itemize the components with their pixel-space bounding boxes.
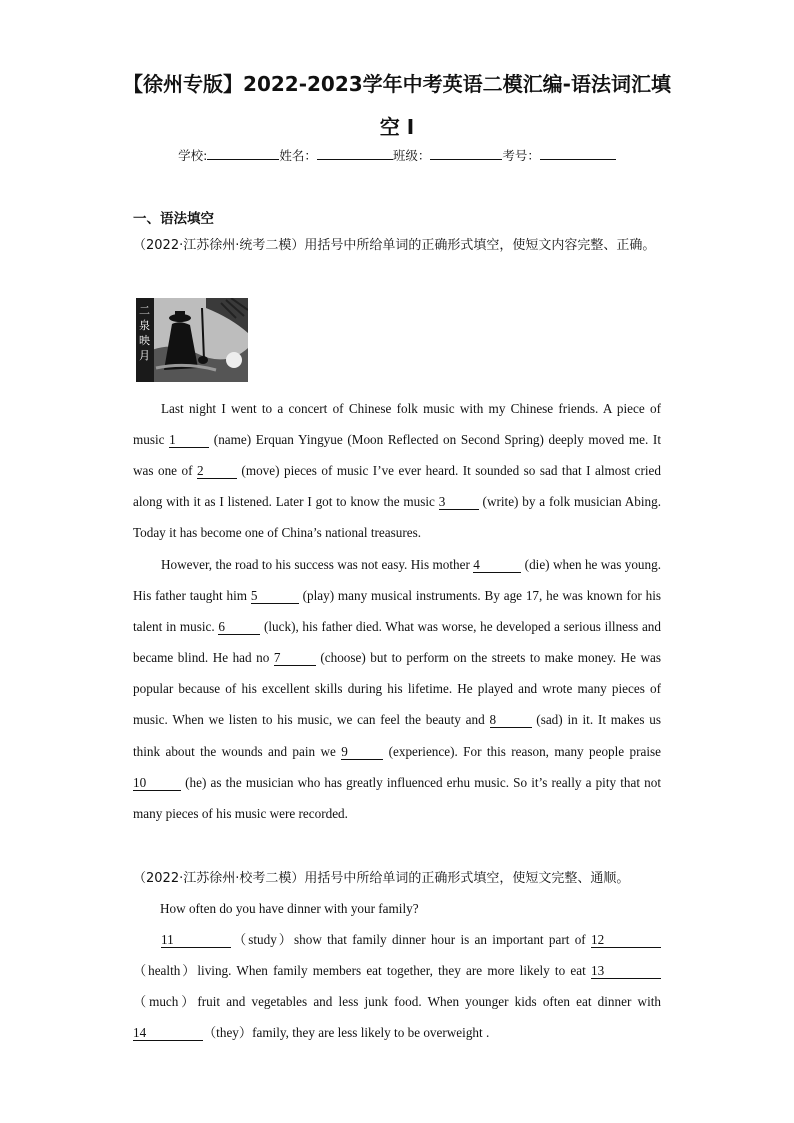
student-info-row: [0, 146, 794, 164]
blank-10[interactable]: 10: [133, 776, 181, 791]
class-blank: [430, 147, 502, 160]
number-blank: [540, 147, 616, 160]
class-label: 班级：: [392, 148, 431, 163]
blank-1[interactable]: 1: [169, 433, 209, 448]
instruction-2: （2022·江苏徐州·校考二模）用括号中所给单词的正确形式填空，使短文完整、通顺。: [133, 871, 630, 886]
school-blank: [207, 147, 279, 160]
blank-12[interactable]: 12: [591, 933, 661, 948]
number-label: 考号：: [502, 148, 540, 163]
blank-13[interactable]: 13: [591, 964, 661, 979]
blank-14[interactable]: 14: [133, 1026, 203, 1041]
passage1-paragraph2: However, the road to his success was not easy. His mother 4 (die) when he was young. His father taught him 5 (play) many musical instruments. By age 17, he was known for his talent in music. 6 (luck), his father died. What was worse, he developed a serious illness and became blind. He had no 7 (choose) but to perform on the streets to make money. He was popular because of his excellent skills during his lifetime. He played and wrote many pieces of music. When we listen to his music, we can feel the beauty and 8 (sad) in it. It makes us think about the wounds and pain we 9 (experience). For this reason, many people praise 10 (he) as the musician who has greatly influenced erhu music. So it’s really a pity that not many pieces of his music were recorded.: [133, 557, 662, 821]
name-blank: [317, 147, 393, 160]
instruction-1: （2022·江苏徐州·统考二模）用括号中所给单词的正确形式填空，使短文内容完整、正确。: [133, 238, 656, 253]
document-title-line2: 空 I: [379, 115, 415, 139]
blank-5[interactable]: 5: [251, 589, 299, 604]
document-title-line1: 【徐州专版】2022-2023学年中考英语二模汇编-语法词汇填: [123, 72, 671, 96]
svg-text:映: 映: [139, 334, 150, 347]
erquan-yingyue-image: [136, 298, 248, 382]
blank-11[interactable]: 11: [161, 933, 231, 948]
blank-2[interactable]: 2: [197, 464, 237, 479]
blank-7[interactable]: 7: [274, 651, 316, 666]
svg-text:泉: 泉: [139, 319, 150, 332]
blank-3[interactable]: 3: [439, 495, 479, 510]
passage1-paragraph1: Last night I went to a concert of Chinese folk music with my Chinese friends. A piece of music 1 (name) Erquan Yingyue (Moon Reflected on Second Spring) deeply moved me. It was one of 2 (move) pieces of music I’ve ever heard. It sounded so sad that I almost cried along with it as I listened. Later I got to know the music 3 (write) by a folk musician Abing. Today it has become one of China’s national treasures.: [133, 401, 662, 541]
school-label: 学校:: [178, 148, 208, 163]
svg-text:二: 二: [139, 304, 150, 317]
name-label: 姓名：: [279, 148, 317, 163]
blank-6[interactable]: 6: [218, 620, 260, 635]
passage2-question: How often do you have dinner with your family?: [160, 901, 419, 916]
blank-9[interactable]: 9: [341, 745, 383, 760]
section-heading: 一、语法填空: [133, 211, 214, 227]
svg-text:月: 月: [139, 349, 150, 362]
passage2-paragraph: 11 （study）show that family dinner hour is an important part of 12（health）living. When family members eat together, they are more likely to eat 13（much）fruit and vegetables and less junk food. When younger kids often eat dinner with 14 （they）family, they are less likely to be overweight .: [133, 932, 661, 1041]
blank-4[interactable]: 4: [473, 558, 521, 573]
blank-8[interactable]: 8: [490, 713, 532, 728]
